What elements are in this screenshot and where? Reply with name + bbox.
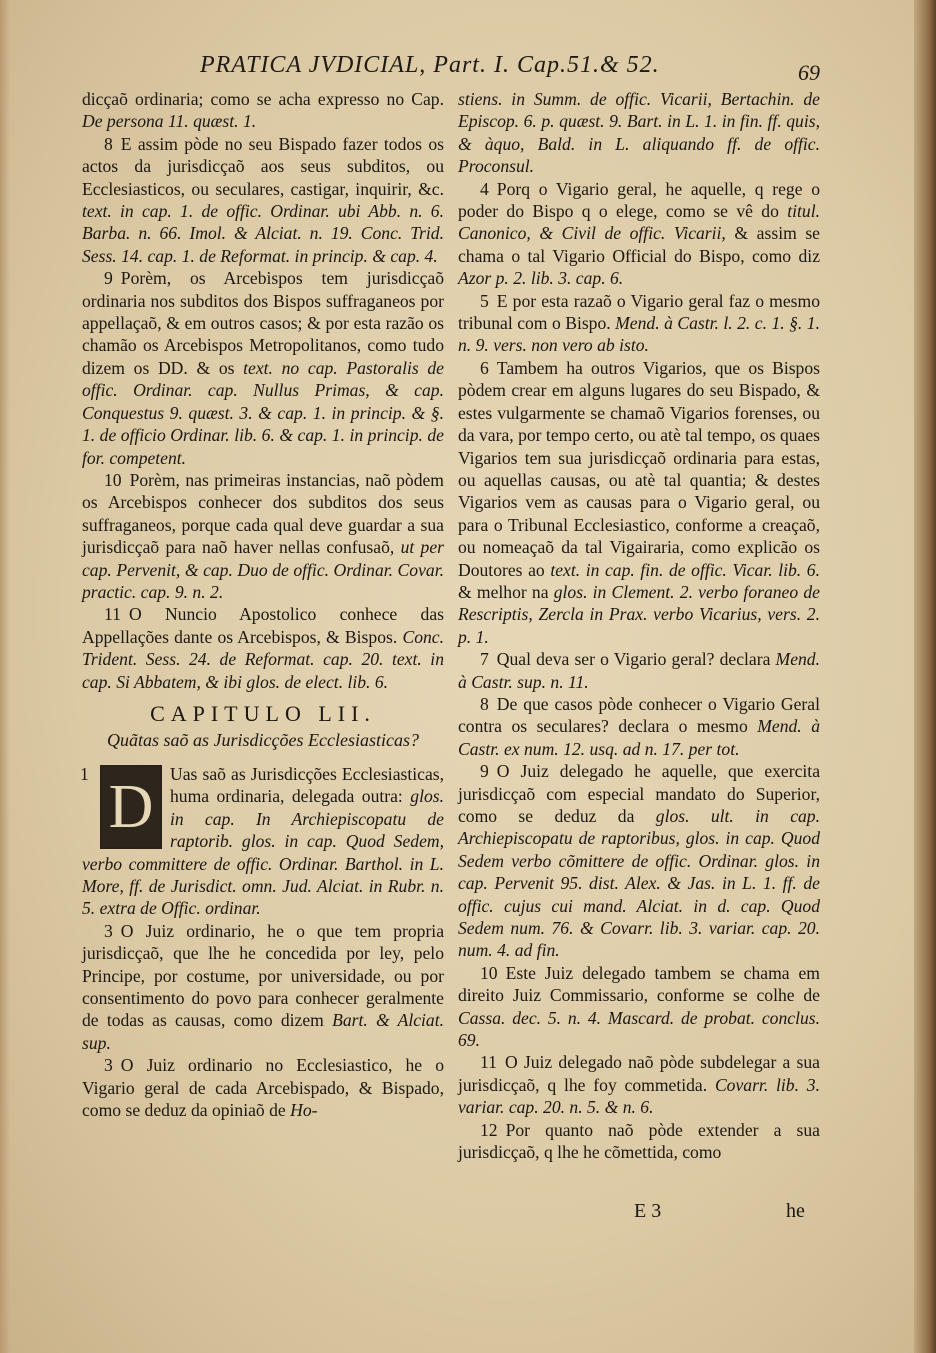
paragraph-text: Porq o Vigario geral, he aquelle, q rege o poder do Bispo q o elege, como se vê do bbox=[458, 178, 820, 222]
paragraph-number: 8 bbox=[480, 693, 489, 714]
decorated-initial: D bbox=[100, 765, 162, 849]
paragraph-text: Uas saõ as Jurisdicções Ecclesiasticas, huma ordinaria, delegada outra: bbox=[170, 763, 444, 807]
citation: glos. ult. in cap. Archiepiscopatu de raptoribus, glos. in cap. Quod Sedem verbo cõmittere de offic. Ordinar. glos. in cap. Pervenit 95. dist. Alex. & Jas. in L. 1. ff. de offic. cujus cui mand. Alciat. in d. cap. Quod Sedem num. 76. & Covarr. lib. 3. variar. cap. 20. num. 4. ad fin. bbox=[458, 806, 820, 961]
paragraph bbox=[82, 133, 444, 267]
paragraph bbox=[82, 920, 444, 1054]
paragraph bbox=[458, 357, 820, 648]
paragraph-text: De que casos pòde conhecer o Vigario Geral contra os seculares? declara o mesmo bbox=[458, 693, 820, 737]
paragraph bbox=[458, 178, 820, 290]
paragraph-text: dicçaõ ordinaria; como se acha expresso no Cap. bbox=[82, 89, 444, 109]
citation: Mend. à Castr. sup. n. 11. bbox=[458, 649, 821, 692]
chapter-subtitle: Quãtas saõ as Jurisdicções Ecclesiasticas? bbox=[107, 729, 419, 750]
paragraph-text: E assim pòde no seu Bispado fazer todos os actos da jurisdicçaõ aos seus subditos, ou Ecclesiasticos, ou seculares, castigar, inquirir, &c. bbox=[82, 133, 444, 199]
paragraph-number: 1 bbox=[80, 763, 89, 784]
paragraph-text: Porèm, nas primeiras instancias, naõ pòdem os Arcebispos conhecer dos subditos dos seus suffraganeos, porque cada qual deve guardar a sua jurisdicçaõ para naõ haver nellas confusaõ, bbox=[82, 469, 444, 558]
paragraph-text: Este Juiz delegado tambem se chama em direito Juiz Commissario, conforme se colhe de bbox=[458, 962, 820, 1006]
catchword: he bbox=[786, 1200, 805, 1222]
citation: glos. in Clement. 2. verbo foraneo de Rescriptis, Zercla in Prax. verbo Vicarius, vers. 2. p. 1. bbox=[458, 581, 820, 647]
paragraph bbox=[458, 1119, 820, 1164]
paragraph-text: O Juiz ordinario no Ecclesiastico, he o Vigario geral de cada Arcebispado, & Bispado, como se deduz da opiniaõ de bbox=[82, 1055, 444, 1121]
paragraph bbox=[82, 1054, 444, 1121]
citation: Mend. à Castr. l. 2. c. 1. §. 1. n. 9. vers. non vero ab isto. bbox=[458, 313, 820, 356]
left-column bbox=[82, 88, 444, 1121]
paragraph bbox=[458, 1051, 820, 1118]
paragraph-number: 11 bbox=[104, 604, 121, 625]
paragraph-number: 4 bbox=[480, 178, 489, 199]
paragraph bbox=[82, 469, 444, 603]
running-head: PRATICA JVDICIAL, Part. I. Cap.51.& 52. bbox=[200, 52, 660, 78]
citation: Conc. Trident. Sess. 24. de Reformat. cap. 20. text. in cap. Si Abbatem, & ibi glos. de elect. lib. 6. bbox=[82, 626, 444, 692]
citation: text. in cap. 1. de offic. Ordinar. ubi Abb. n. 6. Barba. n. 66. Imol. & Alciat. n. 19. Conc. Trid. Sess. 14. cap. 1. de Reformat. in princip. & cap. 4. bbox=[82, 201, 444, 266]
paragraph-text: Porèm, os Arcebispos tem jurisdicçaõ ordinaria nos subditos dos Bispos suffraganeos por appellaçaõ, & em outros casos; & por esta razão os chamão os Arcebispos Metropolitanos, como tudo dizem os DD. & os bbox=[82, 268, 444, 378]
page-shadow-left bbox=[0, 0, 10, 1353]
paragraph-number: 9 bbox=[104, 268, 113, 289]
paragraph-number: 10 bbox=[480, 962, 498, 983]
paragraph bbox=[458, 648, 820, 693]
paragraph-number: 3 bbox=[104, 920, 113, 941]
citation: ut per cap. Pervenit, & cap. Duo de offic. Ordinar. Covar. practic. cap. 9. n. 2. bbox=[82, 537, 444, 602]
paragraph-number: 6 bbox=[480, 357, 489, 378]
chapter-title: CAPITULO LII. bbox=[150, 700, 376, 726]
paragraph-text: O Juiz delegado naõ pòde subdelegar a sua jurisdicçaõ, q lhe foy commetida. bbox=[458, 1052, 820, 1095]
folio-number: 69 bbox=[798, 60, 820, 85]
paragraph bbox=[458, 290, 820, 357]
citation: Azor p. 2. lib. 3. cap. 6. bbox=[458, 268, 624, 289]
paragraph bbox=[458, 88, 820, 178]
citation: Cassa. dec. 5. n. 4. Mascard. de probat. conclus. 69. bbox=[458, 1007, 820, 1051]
citation: Mend. à Castr. ex num. 12. usq. ad n. 17. per tot. bbox=[458, 716, 820, 759]
paragraph-text: O Juiz delegado he aquelle, que exercita jurisdicçaõ com especial mandato do Superior, como se deduz da bbox=[458, 761, 820, 826]
paragraph-text: Qual deva ser o Vigario geral? declara bbox=[496, 649, 771, 670]
citation: titul. Canonico, & Civil de offic. Vicarii, bbox=[458, 201, 820, 244]
paragraph bbox=[82, 88, 444, 133]
paragraph-number: 3 bbox=[104, 1055, 113, 1076]
signature-mark: E 3 bbox=[634, 1200, 662, 1222]
citation: glos. in cap. In Archiepiscopatu de raptorib. glos. in cap. Quod Sedem, verbo committere de offic. Ordinar. Barthol. in L. More, ff. de Jurisdict. omn. Jud. Alciat. in Rubr. n. 5. extra de Offic. ordinar. bbox=[82, 786, 444, 919]
paragraph bbox=[82, 603, 444, 693]
paragraph-number: 8 bbox=[104, 133, 113, 154]
citation: text. no cap. Pastoralis de offic. Ordinar. cap. Nullus Primas, & cap. Conquestus 9. quæst. 3. & cap. 1. in princip. & §. 1. de officio Ordinar. lib. 6. & cap. 1. in princip. de for. competent. bbox=[82, 357, 444, 468]
citation: De persona 11. quæst. 1. bbox=[82, 111, 257, 132]
paragraph bbox=[458, 760, 820, 962]
paragraph bbox=[458, 693, 820, 760]
right-column bbox=[458, 88, 820, 1164]
paragraph-number: 12 bbox=[480, 1119, 498, 1140]
citation: text. in cap. fin. de offic. Vicar. lib. 6. bbox=[550, 559, 820, 580]
chapter-first-paragraph bbox=[82, 763, 444, 920]
paragraph-number: 7 bbox=[480, 649, 489, 670]
paragraph-number: 11 bbox=[480, 1052, 497, 1073]
paragraph-number: 9 bbox=[480, 761, 489, 782]
paragraph-number: 5 bbox=[480, 290, 489, 311]
paragraph-text: O Juiz ordinario, he o que tem propria jurisdicçaõ, que lhe he concedida por ley, pelo Principe, por costume, por universidade, ou por consentimento do povo para conhecer geralmente de todas as causas, como dizem bbox=[82, 920, 444, 1031]
citation: Bart. & Alciat. sup. bbox=[82, 1010, 444, 1053]
paragraph-number: 10 bbox=[104, 469, 122, 490]
paragraph bbox=[458, 962, 820, 1052]
paragraph-text: E por esta razaõ o Vigario geral faz o mesmo tribunal com o Bispo. bbox=[458, 290, 820, 334]
citation: Covarr. lib. 3. variar. cap. 20. n. 5. & n. 6. bbox=[458, 1074, 820, 1118]
page-edge-right bbox=[914, 0, 936, 1353]
citation: stiens. in Summ. de offic. Vicarii, Bertachin. de Episcop. 6. p. quæst. 9. Bart. in L. 1. in fin. ff. quis, & àquo, Bald. in L. aliquando ff. de offic. Proconsul. bbox=[458, 89, 820, 177]
paragraph-text: & melhor na bbox=[458, 581, 549, 602]
paragraph-text: Tambem ha outros Vigarios, que os Bispos pòdem crear em alguns lugares do seu Bispado, & estes vulgarmente se chamaõ Vigarios forenses, ou da vara, por tempo certo, ou atè tal tempo, os quaes Vigarios tem sua jurisdicçaõ ordinaria para estas, ou aquellas causas, ou atè tal quantia; & destes Vigarios vem as causas para o Vigario geral, ou para o Tribunal Ecclesiastico, conforme a creaçaõ, ou nomeaçaõ da tal Vigairaria, como explicão os Doutores ao bbox=[458, 357, 821, 580]
paragraph bbox=[82, 267, 444, 469]
paragraph-text: O Nuncio Apostolico conhece das Appellações dante os Arcebispos, & Bispos. bbox=[82, 604, 444, 647]
paragraph-text: & assim se chama o tal Vigario Official do Bispo, como diz bbox=[458, 223, 820, 266]
citation: Ho- bbox=[290, 1100, 318, 1121]
paragraph-text: Por quanto naõ pòde extender a sua jurisdicçaõ, q lhe he cõmettida, como bbox=[458, 1119, 820, 1163]
